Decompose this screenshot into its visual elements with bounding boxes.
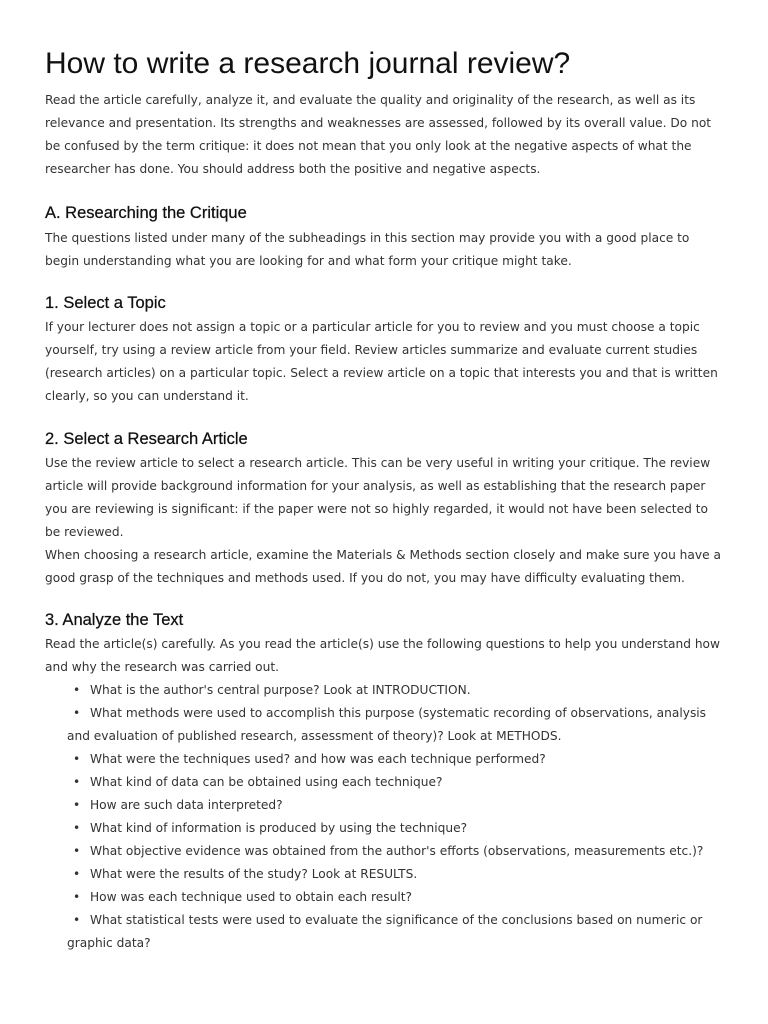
bullet-icon: •: [73, 890, 81, 904]
text-line: be confused by the term critique: it does not mean that you only look at the negative aspects of what the: [45, 139, 692, 153]
bullet-icon: •: [73, 844, 81, 858]
bullet-icon: •: [73, 867, 81, 881]
list-item: • What methods were used to accomplish this purpose (systematic recording of observations, analysis and evaluation of published research, assessment of theory)? Look at METHODS.: [45, 702, 725, 748]
text-line: good grasp of the techniques and methods used. If you do not, you may have difficulty evaluating them.: [45, 571, 685, 585]
bullet-icon: •: [73, 752, 81, 766]
text-line: clearly, so you can understand it.: [45, 389, 249, 403]
text-line: Read the article carefully, analyze it, and evaluate the quality and originality of the research, as well as its: [45, 93, 696, 107]
text-line: Use the review article to select a research article. This can be very useful in writing your critique. The review: [45, 456, 711, 470]
list-item: • What is the author's central purpose? Look at INTRODUCTION.: [45, 679, 725, 702]
section-1-heading: 1. Select a Topic: [45, 294, 166, 312]
section-3-paragraph: [45, 633, 725, 679]
section-2-paragraph: [45, 452, 725, 590]
list-item: • What statistical tests were used to evaluate the significance of the conclusions based on numeric or graphic data?: [45, 909, 725, 955]
text-line: yourself, try using a review article from your field. Review articles summarize and evaluate current studies: [45, 343, 698, 357]
section-3-heading: 3. Analyze the Text: [45, 611, 184, 629]
text-line: begin understanding what you are looking for and what form your critique might take.: [45, 254, 572, 268]
list-item: • What kind of data can be obtained using each technique?: [45, 771, 725, 794]
section-a-heading: A. Researching the Critique: [45, 204, 247, 222]
text-line: relevance and presentation. Its strengths and weaknesses are assessed, followed by its overall value. Do not: [45, 116, 712, 130]
list-item: • How are such data interpreted?: [45, 794, 725, 817]
intro-paragraph: [45, 89, 725, 181]
list-item: • What kind of information is produced by using the technique?: [45, 817, 725, 840]
bullet-icon: •: [73, 706, 81, 720]
text-line: When choosing a research article, examine the Materials & Methods section closely and make sure you have a: [45, 548, 721, 562]
bullet-icon: •: [73, 913, 81, 927]
text-line: be reviewed.: [45, 525, 124, 539]
section-1-paragraph: [45, 316, 725, 408]
analysis-question-list: [45, 679, 725, 955]
list-item: • How was each technique used to obtain each result?: [45, 886, 725, 909]
text-line: researcher has done. You should address both the positive and negative aspects.: [45, 162, 541, 176]
bullet-icon: •: [73, 798, 81, 812]
text-line: The questions listed under many of the subheadings in this section may provide you with a good place to: [45, 231, 690, 245]
text-line: you are reviewing is significant: if the paper were not so highly regarded, it would not have been selected to: [45, 502, 708, 516]
list-item: • What objective evidence was obtained from the author's efforts (observations, measurements etc.)?: [45, 840, 725, 863]
list-item: • What were the results of the study? Look at RESULTS.: [45, 863, 725, 886]
text-line: and why the research was carried out.: [45, 660, 280, 674]
text-line: (research articles) on a particular topic. Select a review article on a topic that interests you and that is written: [45, 366, 718, 380]
text-line: Read the article(s) carefully. As you read the article(s) use the following questions to help you understand how: [45, 637, 720, 651]
text-line: article will provide background information for your analysis, as well as establishing that the research paper: [45, 479, 706, 493]
section-2-heading: 2. Select a Research Article: [45, 430, 248, 448]
bullet-icon: •: [73, 683, 81, 697]
text-line: If your lecturer does not assign a topic or a particular article for you to review and you must choose a topic: [45, 320, 700, 334]
list-item: • What were the techniques used? and how was each technique performed?: [45, 748, 725, 771]
bullet-icon: •: [73, 775, 81, 789]
section-a-paragraph: [45, 227, 725, 273]
page-title: How to write a research journal review?: [45, 47, 571, 80]
bullet-icon: •: [73, 821, 81, 835]
